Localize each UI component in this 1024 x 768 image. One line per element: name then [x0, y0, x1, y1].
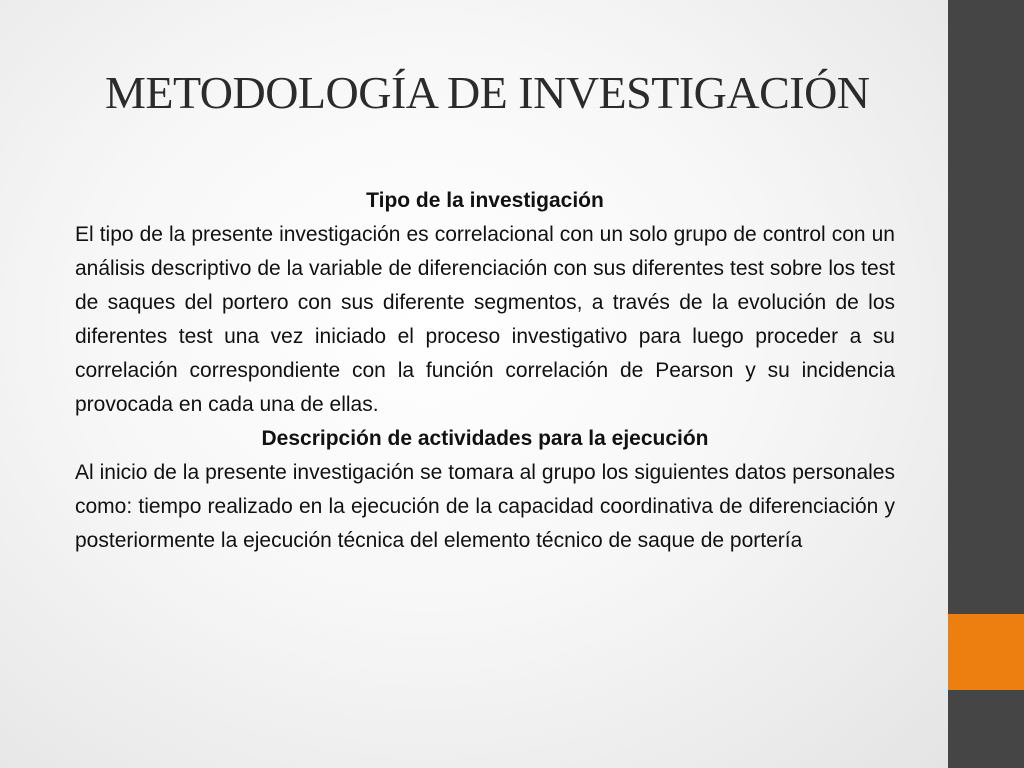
- section-body-tipo: El tipo de la presente investigación es correlacional con un solo grupo de control con un análisis descriptivo de la variable de diferenciación con sus diferentes test sobre los test de saques del portero con sus diferente segmentos, a través de la evolución de los diferentes test una vez iniciado el proceso investigativo para luego proceder a su correlación correspondiente con la función correlación de Pearson y su incidencia provocada en cada una de ellas.: [75, 223, 895, 416]
- section-heading-tipo: Tipo de la investigación: [366, 189, 604, 212]
- section-heading-descripcion: Descripción de actividades para la ejecución: [261, 427, 709, 450]
- section-body-descripcion: Al inicio de la presente investigación se tomara al grupo los siguientes datos personales como: tiempo realizado en la ejecución de la capacidad coordinativa de diferenciación y posteriormente la ejecución técnica del elemento técnico de saque de portería: [75, 461, 895, 552]
- slide-title: METODOLOGÍA DE INVESTIGACIÓN: [105, 67, 870, 118]
- sidebar-accent-block: [948, 614, 1024, 690]
- slide-content: [75, 184, 895, 558]
